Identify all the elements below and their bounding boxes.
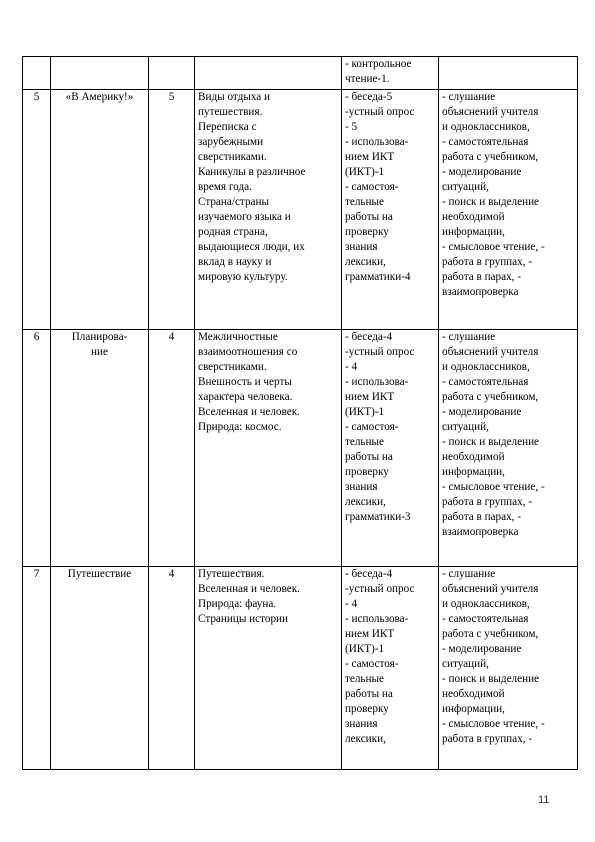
cell-number: 5 xyxy=(23,90,51,330)
cell-activities xyxy=(439,57,578,90)
cell-control: - контрольное чтение-1. xyxy=(342,57,439,90)
table-row xyxy=(23,57,578,90)
cell-topic: «В Америку!» xyxy=(51,90,149,330)
cell-content: Межличностные взаимоотношения со сверстниками. Внешность и черты характера человека. Вселенная и человек. Природа: космос. xyxy=(195,330,342,567)
cell-number xyxy=(23,57,51,90)
cell-hours xyxy=(149,57,195,90)
cell-control: - беседа-4 -устный опрос - 4 - использова- нием ИКТ (ИКТ)-1 - самостоя- тельные работы на проверку знания лексики, грамматики-3 xyxy=(342,330,439,567)
page-number: 11 xyxy=(538,794,550,806)
cell-topic: Планирова- ние xyxy=(51,330,149,567)
cell-activities: - слушание объяснений учителя и одноклассников, - самостоятельная работа с учебником, - моделирование ситуаций, - поиск и выделение необходимой информации, - смысловое чтение, - работа в группах, - xyxy=(439,567,578,770)
cell-activities: - слушание объяснений учителя и одноклассников, - самостоятельная работа с учебником, - моделирование ситуаций, - поиск и выделение необходимой информации, - смысловое чтение, - работа в группах, - работа в парах, - взаимопроверка xyxy=(439,90,578,330)
curriculum-table xyxy=(22,56,578,770)
cell-content: Путешествия. Вселенная и человек. Природа: фауна. Страницы истории xyxy=(195,567,342,770)
cell-hours: 4 xyxy=(149,567,195,770)
cell-hours: 5 xyxy=(149,90,195,330)
table-row xyxy=(23,90,578,330)
table-row xyxy=(23,567,578,770)
cell-topic xyxy=(51,57,149,90)
cell-content xyxy=(195,57,342,90)
cell-activities: - слушание объяснений учителя и одноклассников, - самостоятельная работа с учебником, - моделирование ситуаций, - поиск и выделение необходимой информации, - смысловое чтение, - работа в группах, - работа в парах, - взаимопроверка xyxy=(439,330,578,567)
cell-content: Виды отдыха и путешествия. Переписка с зарубежными сверстниками. Каникулы в различное время года. Страна/страны изучаемого языка и родная страна, выдающиеся люди, их вклад в науку и мировую культуру. xyxy=(195,90,342,330)
cell-number: 7 xyxy=(23,567,51,770)
cell-number: 6 xyxy=(23,330,51,567)
cell-hours: 4 xyxy=(149,330,195,567)
cell-topic: Путешествие xyxy=(51,567,149,770)
cell-control: - беседа-4 -устный опрос - 4 - использова- нием ИКТ (ИКТ)-1 - самостоя- тельные работы на проверку знания лексики, xyxy=(342,567,439,770)
cell-control: - беседа-5 -устный опрос - 5 - использова- нием ИКТ (ИКТ)-1 - самостоя- тельные работы на проверку знания лексики, грамматики-4 xyxy=(342,90,439,330)
table-row xyxy=(23,330,578,567)
